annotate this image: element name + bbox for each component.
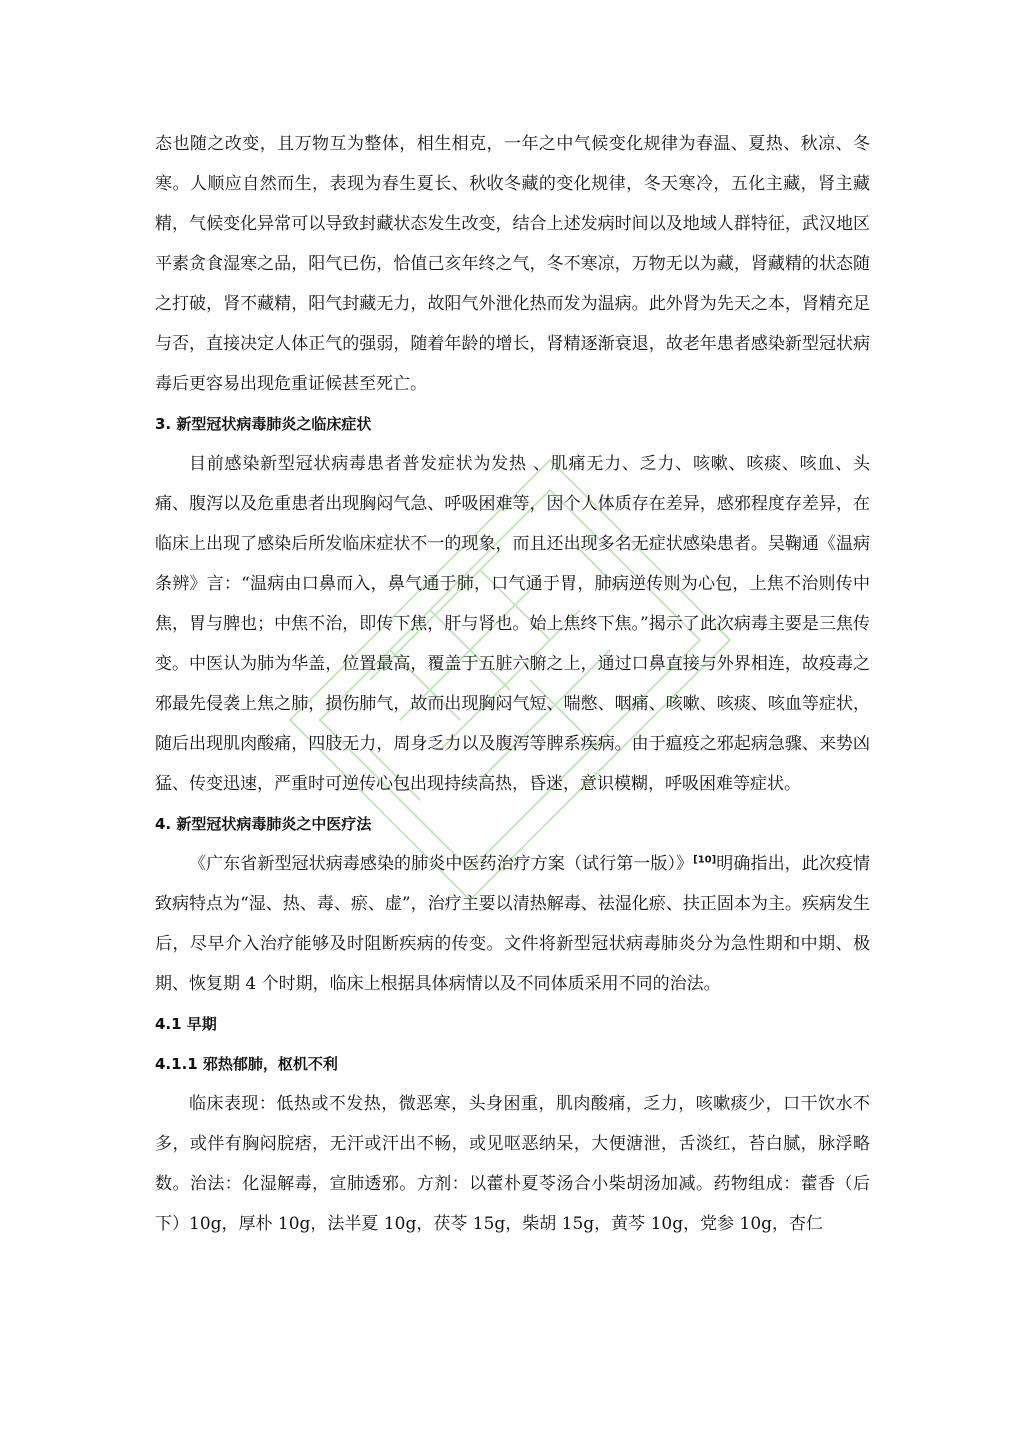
plan-title-text: 《广东省新型冠状病毒感染的肺炎中医药治疗方案（试行第一版）》 (189, 854, 694, 874)
paragraph-clinical-manifestation: 临床表现：低热或不发热，微恶寒，头身困重，肌肉酸痛，乏力，咳嗽痰少，口干饮水不多，或伴有胸闷脘痞，无汗或汗出不畅，或见呕恶纳呆，大便溏泄，舌淡红，苔白腻，脉浮略数。治法：化湿解毒，宣肺透邪。方剂：以藿朴夏苓汤合小柴胡汤加减。药物组成：藿香（后下）10g，厚朴 10g，法半夏 10g，茯苓 15g，柴胡 15g，黄芩 10g，党参 10g，杏仁 (155, 1094, 870, 1234)
document-body (155, 124, 870, 1244)
heading-tcm-therapy: 4. 新型冠状病毒肺炎之中医疗法 (155, 815, 372, 833)
heading-heat-lung: 4.1.1 邪热郁肺，枢机不利 (155, 1055, 338, 1073)
paragraph-guangdong-plan (155, 844, 870, 1004)
heading-early-stage: 4.1 早期 (155, 1015, 217, 1033)
plan-description-text: 明确指出，此次疫情致病特点为“湿、热、毒、瘀、虚”，治疗主要以清热解毒、祛湿化瘀、扶正固本为主。疾病发生后，尽早介入治疗能够及时阻断疾病的传变。文件将新型冠状病毒肺炎分为急性期和中期、极期、恢复期 4 个时期，临床上根据具体病情以及不同体质采用不同的治法。 (155, 854, 871, 994)
heading-clinical-symptoms: 3. 新型冠状病毒肺炎之临床症状 (155, 415, 372, 433)
paragraph-symptoms: 目前感染新型冠状病毒患者普发症状为发热 、肌痛无力、乏力、咳嗽、咳痰、咳血、头痛、腹泻以及危重患者出现胸闷气急、呼吸困难等，因个人体质存在差异，感邪程度存差异，在临床上出现了感染后所发临床症状不一的现象，而且还出现多名无症状感染患者。吴鞠通《温病条辨》言：“温病由口鼻而入，鼻气通于肺，口气通于胃，肺病逆传则为心包，上焦不治则传中焦，胃与脾也；中焦不治，即传下焦，肝与肾也。始上焦终下焦。”揭示了此次病毒主要是三焦传变。中医认为肺为华盖，位置最高，覆盖于五脏六腑之上，通过口鼻直接与外界相连，故疫毒之邪最先侵袭上焦之肺，损伤肺气，故而出现胸闷气短、喘憋、咽痛、咳嗽、咳痰、咳血等症状，随后出现肌肉酸痛，四肢无力，周身乏力以及腹泻等脾系疾病。由于瘟疫之邪起病急骤、来势凶猛、传变迅速，严重时可逆传心包出现持续高热，昏迷，意识模糊，呼吸困难等症状。 (155, 454, 870, 794)
citation-reference: [10] (693, 854, 717, 866)
paragraph-seasons: 态也随之改变，且万物互为整体，相生相克，一年之中气候变化规律为春温、夏热、秋凉、冬寒。人顺应自然而生，表现为春生夏长、秋收冬藏的变化规律，冬天寒冷，五化主藏，肾主藏精，气候变化异常可以导致封藏状态发生改变，结合上述发病时间以及地域人群特征，武汉地区平素贪食湿寒之品，阳气已伤，恰值己亥年终之气，冬不寒凉，万物无以为藏，肾藏精的状态随之打破，肾不藏精，阳气封藏无力，故阳气外泄化热而发为温病。此外肾为先天之本，肾精充足与否，直接决定人体正气的强弱，随着年龄的增长，肾精逐渐衰退，故老年患者感染新型冠状病毒后更容易出现危重证候甚至死亡。 (155, 134, 870, 394)
